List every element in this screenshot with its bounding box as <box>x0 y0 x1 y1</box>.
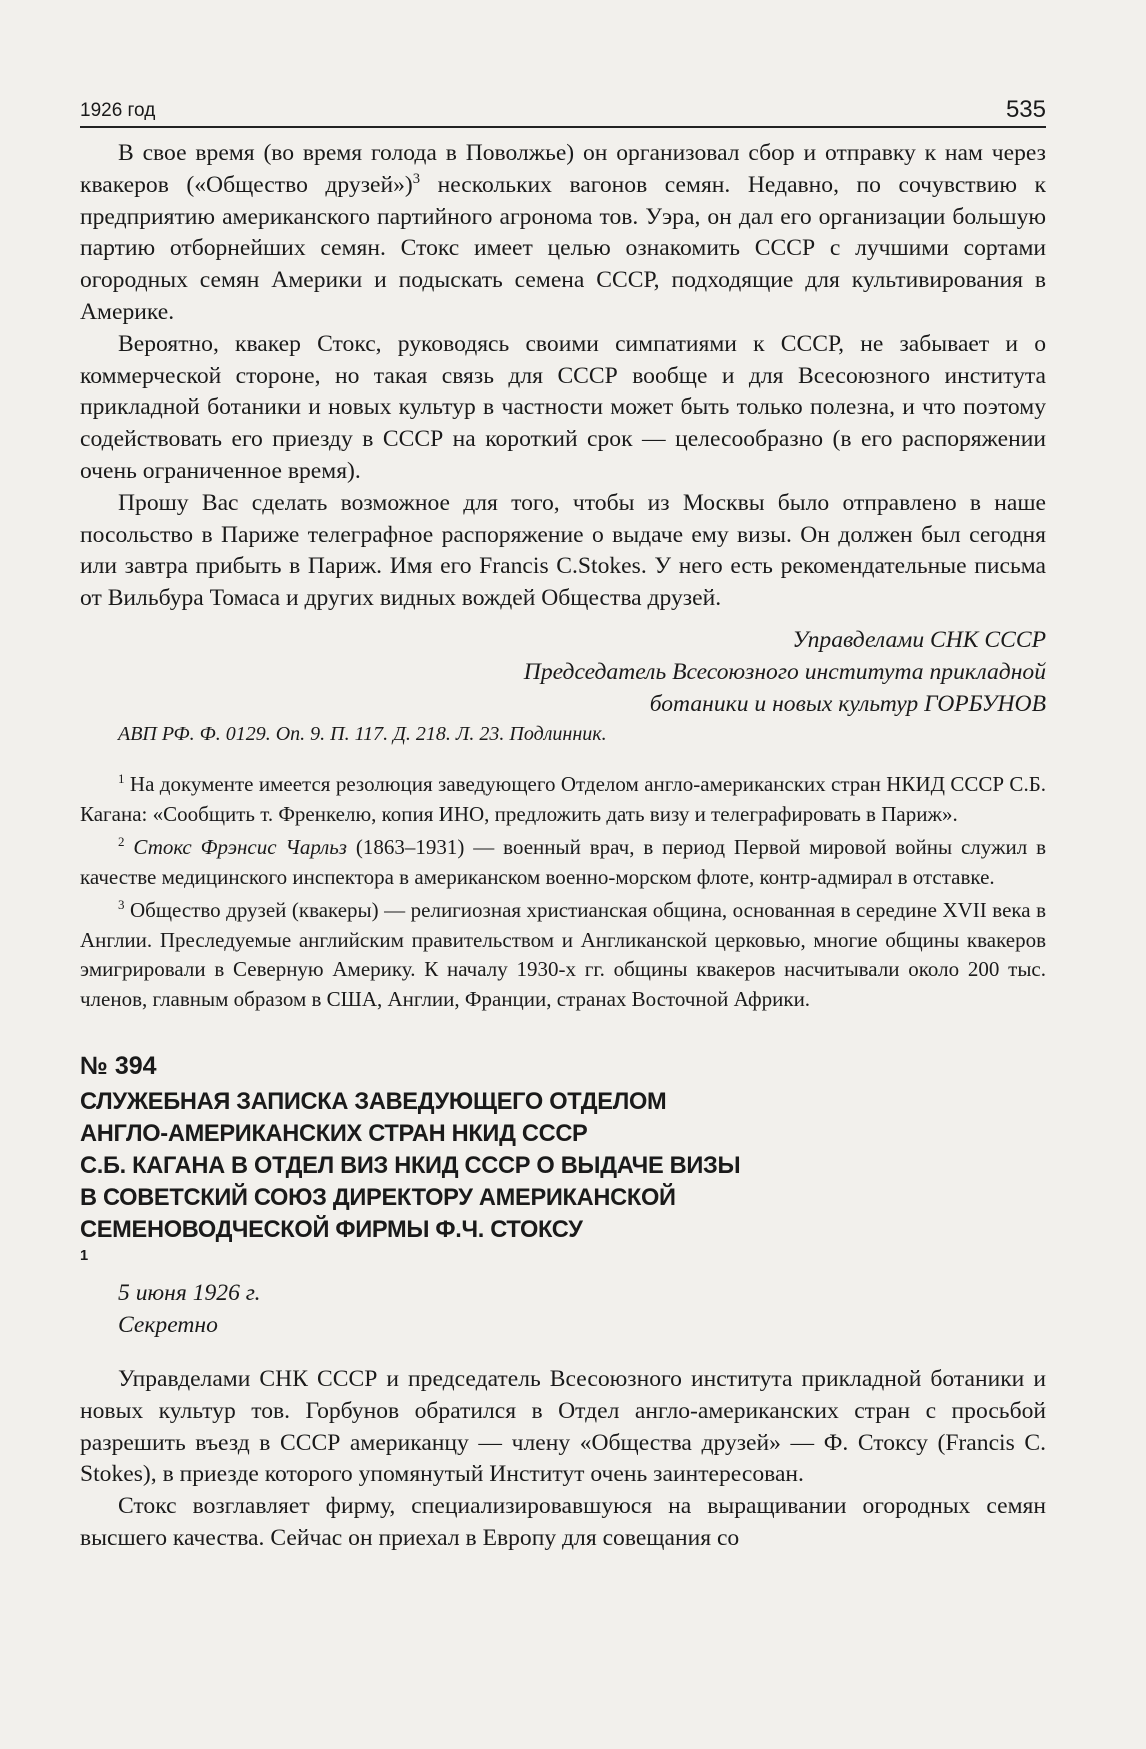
title-line: В СОВЕТСКИЙ СОЮЗ ДИРЕКТОРУ АМЕРИКАНСКОЙ <box>80 1185 676 1212</box>
body-paragraph: В свое время (во время голода в Поволжье) он организовал сбор и отправку к нам через квакеров («Общество друзей»)$^3$ нескольких вагонов семян. Недавно, по сочувствию к предприятию американского партийного агронома тов. Уэра, он дал его организации большую партию отборнейших семян. Стокс имеет целью ознакомить СССР с лучшими сортами огородных семян Америки и подыскать семена СССР, подходящие для культивирования в Америке. <box>80 140 1046 325</box>
running-head-year: 1926 год <box>80 100 156 121</box>
title-line: С.Б. КАГАНА В ОТДЕЛ ВИЗ НКИД СССР О ВЫДАЧЕ ВИЗЫ <box>80 1153 741 1180</box>
page-header <box>80 96 1046 128</box>
classification-mark: Секретно <box>118 1312 218 1339</box>
footnote: $^3$ Общество друзей (квакеры) — религиозная христианская община, основанная в середине XVII века в Англии. Преследуемые английским правительством и Англиканской церковью, многие общины квакеров эмигрировали в Северную Америку. К началу 1930-х гг. общины квакеров насчитывали около 200 тыс. членов, главным образом в США, Англии, Франции, странах Восточной Африки. <box>80 897 1046 1011</box>
body-paragraph: Вероятно, квакер Стокс, руководясь своими симпатиями к СССР, не забывает и о коммерческой стороне, но такая связь для СССР вообще и для Всесоюзного института прикладной ботаники и новых культур в частности может быть только полезна, и что поэтому содействовать его приезду в СССР на короткий срок — целесообразно (в его распоряжении очень ограниченное время). <box>80 330 1046 484</box>
footnote-ref: 3 <box>412 170 421 187</box>
document-title <box>80 1086 1046 1278</box>
footnote-ref: 1 <box>80 1248 88 1265</box>
document-date: 5 июня 1926 г. <box>118 1280 261 1307</box>
document-number: № 394 <box>80 1052 157 1081</box>
body-paragraph: Прошу Вас сделать возможное для того, чтобы из Москвы было отправлено в наше посольство в Париже телеграфное распоряжение о выдаче ему визы. Он должен был сегодня или завтра прибыть в Париж. Имя его Francis C.Stokes. У него есть рекомендательные письма от Вильбура Томаса и других видных вождей Общества друзей. <box>80 489 1046 612</box>
page-body <box>80 138 1046 1555</box>
footnotes <box>80 770 1046 1014</box>
footnote: $^2$ Стокс Фрэнсис Чарльз (1863–1931) — военный врач, в период Первой мировой войны служил в качестве медицинского инспектора в американском военно-морском флоте, контр-адмирал в отставке. <box>80 834 1047 889</box>
footnote: $^1$ На документе имеется резолюция заведующего Отделом англо-американских стран НКИД СССР С.Б. Кагана: «Сообщить т. Френкелю, копия ИНО, предложить дать визу и телеграфировать в Париж». <box>80 771 1047 826</box>
signature-block <box>80 625 1046 720</box>
body-paragraph: Стокс возглавляет фирму, специализировавшуюся на выращивании огородных семян высшего качества. Сейчас он приехал в Европу для совещания со <box>80 1493 1046 1551</box>
signature-line: Председатель Всесоюзного института прикладной <box>523 658 1046 685</box>
title-line: СЛУЖЕБНАЯ ЗАПИСКА ЗАВЕДУЮЩЕГО ОТДЕЛОМ <box>80 1089 667 1116</box>
archive-source: АВП РФ. Ф. 0129. Оп. 9. П. 117. Д. 218. Л. 23. Подлинник. <box>118 723 607 746</box>
signature-line: Управделами СНК СССР <box>792 626 1046 653</box>
title-line: АНГЛО-АМЕРИКАНСКИХ СТРАН НКИД СССР <box>80 1121 588 1148</box>
page-number: 535 <box>1005 96 1046 123</box>
title-line: СЕМЕНОВОДЧЕСКОЙ ФИРМЫ Ф.Ч. СТОКСУ $^1$ <box>80 1217 583 1265</box>
body-paragraph: Управделами СНК СССР и председатель Всесоюзного института прикладной ботаники и новых культур тов. Горбунов обратился в Отдел англо-американских стран с просьбой разрешить въезд в СССР американцу — члену «Общества друзей» — Ф. Стоксу (Francis C. Stokes), в приезде которого упомянутый Институт очень заинтересован. <box>80 1365 1046 1488</box>
signature-line: ботаники и новых культур ГОРБУНОВ <box>649 690 1046 717</box>
